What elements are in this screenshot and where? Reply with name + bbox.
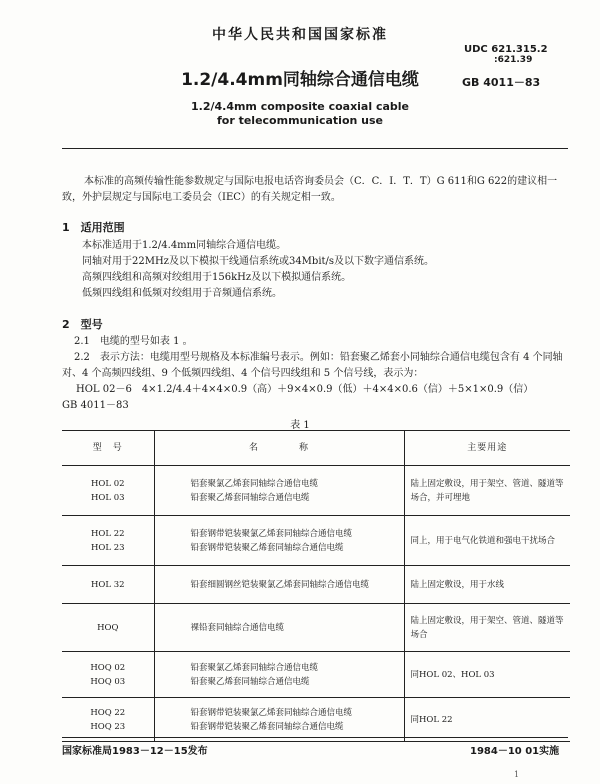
name-cell [154,566,404,604]
udc-line-2: :621.39 [494,55,533,65]
section-2-1: 2.1 电缆的型号如表 1 。 [74,336,193,347]
model-code: HOL 22 [90,528,125,539]
section-2-2 [62,350,570,414]
type-example-standard: GB 4011－83 [62,400,129,411]
model-code: HOQ [97,622,119,633]
use-cell: 陆上固定敷设，用于架空、管道、隧道等场合，并可埋地 [404,466,570,516]
model-code: HOL 23 [90,542,125,553]
issue-date: 国家标准局1983－12－15发布 [62,746,208,757]
cable-name: 铅套钢带铠装聚氯乙烯套同轴综合通信电缆 [190,528,353,539]
intro-paragraph: 本标准的高频传输性能参数规定与国际电报电话咨询委员会（C．C．I．T．T）G 611和G 622的建议相一致，外护层规定与国际电工委员会（IEC）的有关规定相一致。 [62,176,558,203]
model-cell [62,566,154,604]
section-1-line: 高频四线组和高频对绞组用于156kHz及以下模拟通信系统。 [82,272,352,283]
table-row [62,516,570,566]
section-1-line: 本标准适用于1.2/4.4mm同轴综合通信电缆。 [82,240,287,251]
gb-code: GB 4011－83 [462,76,541,89]
cable-name: 铅套钢带铠装聚乙烯套同轴综合通信电缆 [190,542,344,553]
type-example: HOL 02－6 4×1.2/4.4＋4×4×0.9（高）＋9×4×0.9（低）＋4×4×0.6（信）＋5×1×0.9（信） [76,384,534,395]
column-header-name: 名 称 [154,431,404,466]
use-cell: 陆上固定敷设，用于架空、管道、隧道等场合 [404,604,570,652]
model-cell [62,698,154,742]
udc-line-1: UDC 621.315.2 [464,44,548,55]
page-number: 1 [514,770,520,779]
model-code: HOQ 22 [90,707,126,718]
table-header-row [62,431,570,466]
effective-date: 1984－10 01实施 [470,746,560,757]
table-row [62,698,570,742]
model-code: HOQ 02 [90,662,126,673]
document-title: 1.2/4.4mm同轴综合通信电缆 [181,70,419,90]
section-1-body [82,238,434,302]
document-title-english [0,100,600,128]
model-cell [62,652,154,698]
model-code: HOL 03 [90,492,125,503]
use-cell: 同HOL 02、HOL 03 [404,652,570,698]
model-code: HOQ 03 [90,676,126,687]
model-code: HOL 32 [90,579,125,590]
standard-org-title: 中华人民共和国国家标准 [212,27,388,43]
model-cell [62,516,154,566]
name-cell [154,652,404,698]
table-title: 表 1 [290,420,310,431]
cable-name: 铅套细圆钢丝铠装聚氯乙烯套同轴综合通信电缆 [190,579,370,590]
section-2-2-text: 2.2 表示方法：电缆用型号规格及本标准编号表示。例如：铅套聚乙烯套小同轴综合通信电缆包含有 4 个同轴对、4 个高频四线组、9 个低频四线组、4 个信号四线组和 5 个信号线，表示为： [62,352,563,379]
section-2-heading: 2 型号 [62,318,103,331]
cable-type-table [62,430,570,742]
model-code: HOQ 23 [90,721,126,732]
name-cell [154,698,404,742]
use-cell: 同上，用于电气化铁道和强电干扰场合 [404,516,570,566]
table-row [62,566,570,604]
use-cell: 同HOL 22 [404,698,570,742]
name-cell [154,516,404,566]
title-en-line-1: 1.2/4.4mm composite coaxial cable [190,100,410,113]
cable-name: 铅套钢带铠装聚乙烯套同轴综合通信电缆 [190,721,344,732]
cable-name: 铅套聚氯乙烯套同轴综合通信电缆 [190,662,319,673]
model-cell [62,466,154,516]
cable-name: 铅套聚乙烯套同轴综合通信电缆 [190,676,310,687]
table-row [62,466,570,516]
footer-divider [62,737,568,738]
header-divider [62,148,568,149]
model-cell [62,604,154,652]
column-header-model: 型 号 [62,431,154,466]
section-1-line: 低频四线组和低频对绞组用于音频通信系统。 [82,288,282,299]
section-1-heading: 1 适用范围 [62,221,125,234]
table-row [62,652,570,698]
cable-name: 铝套聚氯乙烯套同轴综合通信电缆 [190,478,319,489]
cable-name: 铅套钢带铠装聚氯乙烯套同轴综合通信电缆 [190,707,353,718]
use-cell: 陆上固定敷设，用于水线 [404,566,570,604]
section-1-line: 同轴对用于22MHz及以下模拟干线通信系统或34Mbit/s及以下数字通信系统。 [82,256,435,267]
column-header-use: 主要用途 [404,431,570,466]
cable-name: 铅套聚乙烯套同轴综合通信电缆 [190,492,310,503]
udc-code [464,44,548,66]
title-en-line-2: for telecommunication use [216,114,383,127]
name-cell [154,466,404,516]
model-code: HOL 02 [90,478,125,489]
table-row [62,604,570,652]
name-cell [154,604,404,652]
cable-name: 裸铅套同轴综合通信电缆 [190,622,285,633]
